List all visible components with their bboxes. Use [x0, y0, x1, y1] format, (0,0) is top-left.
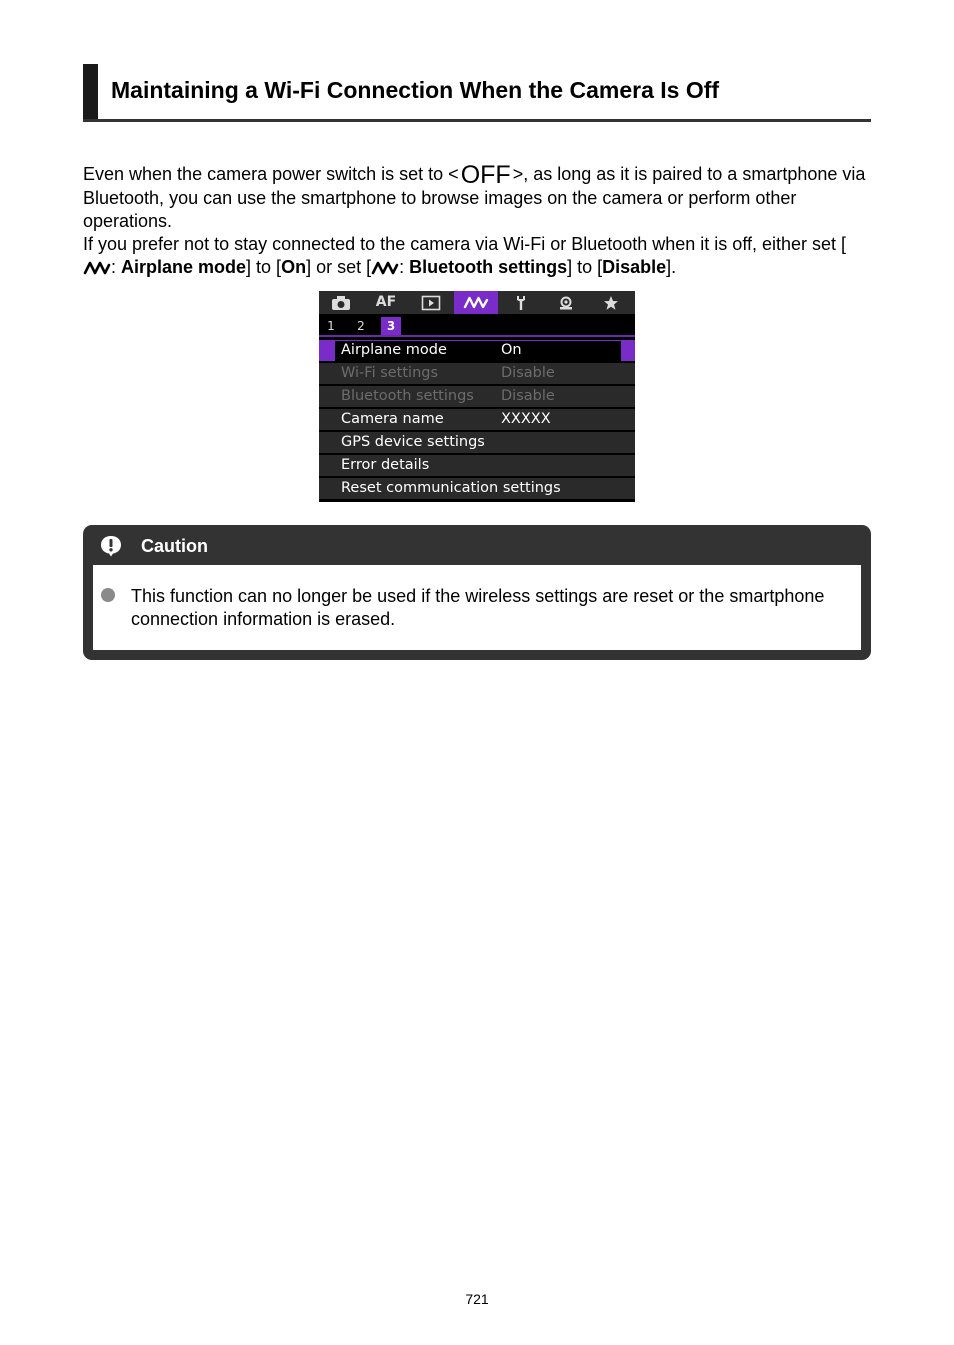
menu-row-gps-device-settings[interactable]	[319, 432, 635, 454]
tab-wireless[interactable]	[454, 291, 498, 314]
tab-shooting[interactable]	[319, 291, 363, 314]
caution-header	[83, 525, 871, 565]
tab-af-label: AF	[375, 294, 397, 310]
bullet-icon	[101, 588, 115, 602]
menu-row-reset-communication-settings[interactable]	[319, 478, 635, 500]
body-text	[83, 163, 873, 282]
camera-menu-tabs	[319, 291, 635, 314]
menu-row-label: Error details	[341, 457, 430, 473]
tab-my-menu[interactable]	[589, 291, 633, 314]
playback-icon	[421, 295, 441, 311]
caution-label: Caution	[141, 536, 208, 556]
subtab-divider	[319, 335, 635, 337]
camera-icon	[331, 295, 351, 311]
paragraph-1: Even when the camera power switch is set to <OFF >, as long as it is paired to a smartphone via Bluetooth, you can use the smartphone to browse images on the camera or perform other operations.	[83, 161, 866, 231]
star-icon	[603, 295, 619, 311]
menu-row-value: Disable	[501, 365, 555, 381]
tab-playback[interactable]	[409, 291, 453, 314]
menu-row-wifi-settings[interactable]	[319, 363, 635, 385]
subtab-1[interactable]: 1	[327, 319, 335, 333]
custom-icon	[557, 295, 575, 311]
page-title: Maintaining a Wi-Fi Connection When the Camera Is Off	[111, 77, 720, 103]
menu-row-label: GPS device settings	[341, 434, 485, 450]
wireless-icon	[463, 295, 489, 311]
menu-row-value: Disable	[501, 388, 555, 404]
tab-setup[interactable]	[499, 291, 543, 314]
menu-row-label: Wi-Fi settings	[341, 365, 439, 381]
menu-row-value: XXXXX	[501, 411, 551, 427]
caution-box	[83, 525, 871, 660]
menu-row-airplane-mode[interactable]	[319, 340, 635, 362]
page-number: 721	[465, 1291, 489, 1307]
heading-bar	[83, 64, 98, 119]
subtab-2[interactable]: 2	[357, 319, 365, 333]
menu-row-value: On	[501, 342, 522, 358]
subtab-3[interactable]: 3	[381, 317, 401, 335]
menu-row-label: Airplane mode	[341, 342, 447, 358]
section-heading	[83, 64, 871, 122]
paragraph-2: If you prefer not to stay connected to the camera via Wi-Fi or Bluetooth when it is off, either set [: Airplane mode] to [On] or set [ : Bluetooth settings] to [Disable].	[83, 233, 873, 282]
wireless-icon	[83, 259, 111, 282]
wireless-icon	[371, 259, 399, 282]
camera-menu-screen	[319, 291, 635, 502]
menu-row-error-details[interactable]	[319, 455, 635, 477]
tab-custom[interactable]	[544, 291, 588, 314]
caution-content	[93, 565, 861, 650]
wrench-icon	[513, 295, 529, 311]
warning-icon	[99, 535, 123, 557]
power-off-symbol: OFF	[460, 161, 511, 189]
menu-row-camera-name[interactable]	[319, 409, 635, 431]
menu-row-label: Bluetooth settings	[341, 388, 474, 404]
tab-af[interactable]	[364, 291, 408, 314]
menu-row-label: Camera name	[341, 411, 444, 427]
caution-text: This function can no longer be used if the wireless settings are reset or the smartphone connection information is erased.	[131, 586, 825, 629]
menu-row-label: Reset communication settings	[341, 480, 561, 496]
camera-menu-subtabs	[319, 314, 635, 338]
menu-row-bluetooth-settings[interactable]	[319, 386, 635, 408]
